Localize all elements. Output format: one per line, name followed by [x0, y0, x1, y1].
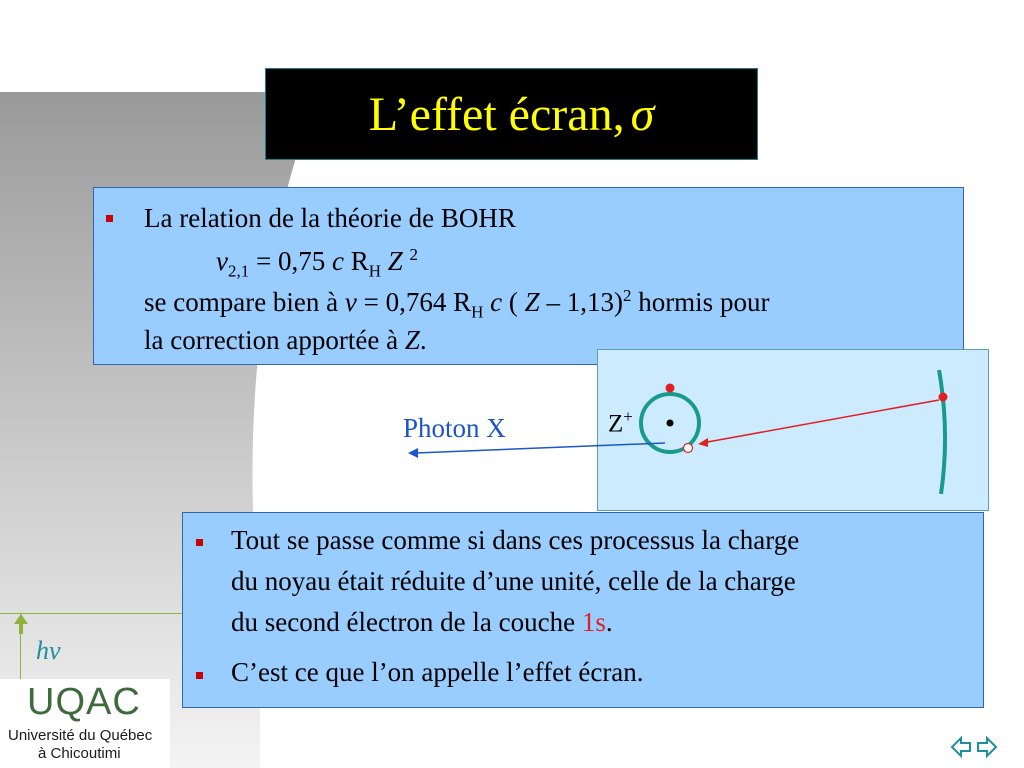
uqac-logo: [0, 679, 170, 768]
photon-arrow: [400, 430, 680, 470]
h-nu-symbol: hν: [36, 636, 61, 665]
bohr-line-1: La relation de la théorie de BOHR: [144, 203, 516, 233]
incident-electron: [939, 393, 948, 402]
logo-line-1: Université du Québec: [8, 727, 153, 744]
explanation-line-3: du second électron de la couche 1s.: [231, 607, 613, 637]
sigma-symbol: σ: [630, 87, 655, 141]
screening-conclusion: C’est ce que l’on appelle l’effet écran.: [231, 657, 644, 687]
bullet-icon: [196, 672, 203, 679]
incident-electron-path: [702, 400, 939, 443]
bohr-line-3: se compare bien à ν = 0,764 $R_H$ c ( Z – 1,13)$^2$ hormis pour: [144, 286, 770, 322]
title-text: L’effet écran,: [368, 87, 625, 141]
bohr-relation-box: [93, 187, 964, 365]
bullet-icon: [106, 215, 113, 222]
logo-wordmark: UQAC: [27, 681, 141, 723]
photon-x-label: Photon X: [403, 413, 506, 443]
electron-upper: [666, 384, 675, 393]
bohr-formula: $\nu_{2,1} = 0,75$ c $R_H$ Z $^2$: [216, 245, 419, 281]
navigation-arrows-icon[interactable]: [950, 733, 998, 761]
electron-vacancy: [684, 444, 693, 453]
screening-explanation-box: [182, 512, 984, 708]
slide-title: [265, 68, 758, 160]
explanation-line-2: du noyau était réduite d’une unité, celle de la charge: [231, 566, 796, 596]
explanation-line-1: Tout se passe comme si dans ces processus la charge: [231, 525, 800, 555]
incident-arrowhead: [698, 438, 708, 447]
bohr-line-4: la correction apportée à Z.: [144, 325, 427, 355]
nucleus-dot: [667, 420, 674, 427]
nucleus-label: Z+: [608, 407, 633, 438]
incident-wave-front: [939, 370, 945, 494]
logo-line-2: à Chicoutimi: [38, 745, 121, 762]
up-arrow-icon: [14, 614, 28, 634]
bullet-icon: [196, 539, 203, 546]
